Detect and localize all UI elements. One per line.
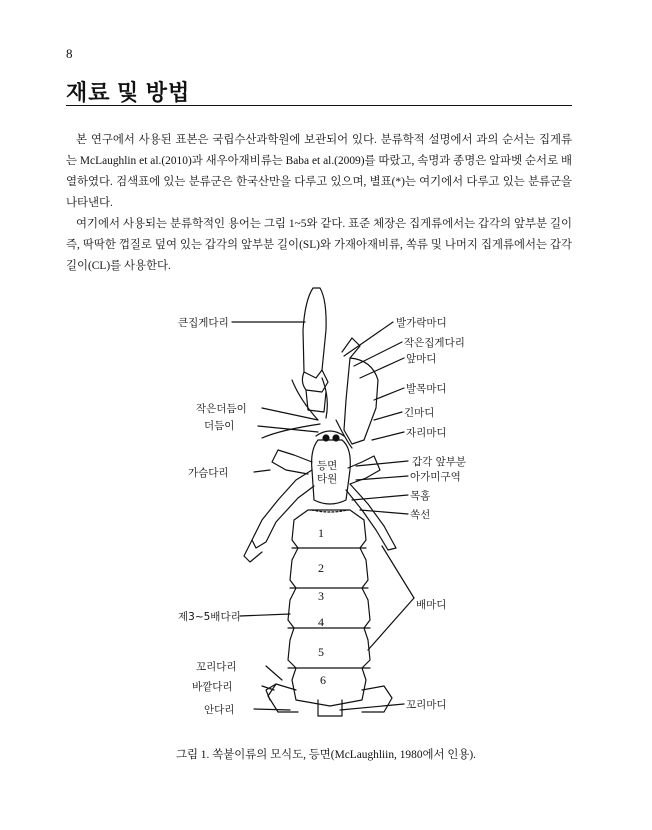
label-propodus: 앞마디 [406, 353, 437, 365]
label-shield: 갑각 앞부분 [412, 456, 467, 468]
paragraph-1: 본 연구에서 사용된 표본은 국립수산과학원에 보관되어 있다. 분류학적 설명에서 과의 순서는 집게류는 McLaughlin et al.(2010)과 새우아재비류는 Baba et al.(2009)를 따랐고, 속명과 종명은 알파벳 순서로 배열하였다. 검색표에 있는 분류군은 한국산만을 다루고 있으며, 별표(*)는 여기에서 다루고 있는 분류군을 나타낸다. [66, 134, 572, 209]
label-branchiostegite: 아가미구역 [410, 471, 461, 483]
telson [318, 700, 342, 716]
label-endopod: 안다리 [204, 704, 235, 716]
label-linea: 쏙선 [410, 509, 431, 521]
page-number: 8 [66, 46, 73, 61]
label-pleon: 배마디 [416, 599, 447, 611]
label-dactylus: 발가락마디 [396, 317, 447, 329]
title-rule [66, 105, 572, 106]
label-antennule: 작은더듬이 [196, 403, 247, 415]
label-fixed-finger: 작은집게다리 [404, 337, 465, 349]
pereopod-left [252, 470, 314, 548]
segment-4: 4 [318, 615, 324, 629]
label-ischium: 자리마디 [406, 427, 447, 439]
cheliped-right [344, 358, 378, 444]
segment-2: 2 [318, 561, 324, 575]
label-carpus: 발목마디 [406, 383, 447, 395]
segment-1: 1 [318, 526, 324, 540]
segment-5: 5 [318, 645, 324, 659]
figure-caption: 그림 1. 쏙붙이류의 모식도, 등면(McLaughliin, 1980에서 인용). [175, 749, 477, 761]
paragraph-2: 여기에서 사용되는 분류학적인 용어는 그림 1~5와 같다. 표준 체장은 집게류에서는 갑각의 앞부분 길이 즉, 딱딱한 껍질로 덮여 있는 갑각의 앞부분 길이(SL)와 가재아재비류, 쏙류 및 나머지 집게류에서는 갑각 길이(CL)를 사용한다. [66, 218, 572, 272]
segment-6: 6 [320, 673, 326, 687]
label-cervical-groove: 목홈 [410, 490, 431, 502]
carapace-label-1: 등면 [317, 460, 338, 472]
label-telson: 꼬리마디 [406, 699, 447, 711]
carapace-label-2: 타원 [317, 473, 338, 485]
body-text [66, 130, 572, 277]
segment-3: 3 [318, 589, 324, 603]
label-pereopod: 가슴다리 [188, 467, 229, 479]
section-title: 재료 및 방법 [66, 80, 191, 105]
label-uropod: 꼬리다리 [196, 661, 237, 673]
antenna [292, 380, 318, 420]
label-pleopods: 제3~5배다리 [178, 611, 241, 623]
carapace [312, 440, 351, 504]
abdomen [288, 510, 370, 706]
label-cheliped: 큰집게다리 [178, 317, 229, 329]
label-merus: 긴마디 [404, 407, 435, 419]
label-exopod: 바깥다리 [192, 681, 233, 693]
cheliped-left [303, 288, 326, 378]
label-antenna: 더듬이 [204, 420, 235, 432]
figure-diagram [0, 280, 652, 730]
